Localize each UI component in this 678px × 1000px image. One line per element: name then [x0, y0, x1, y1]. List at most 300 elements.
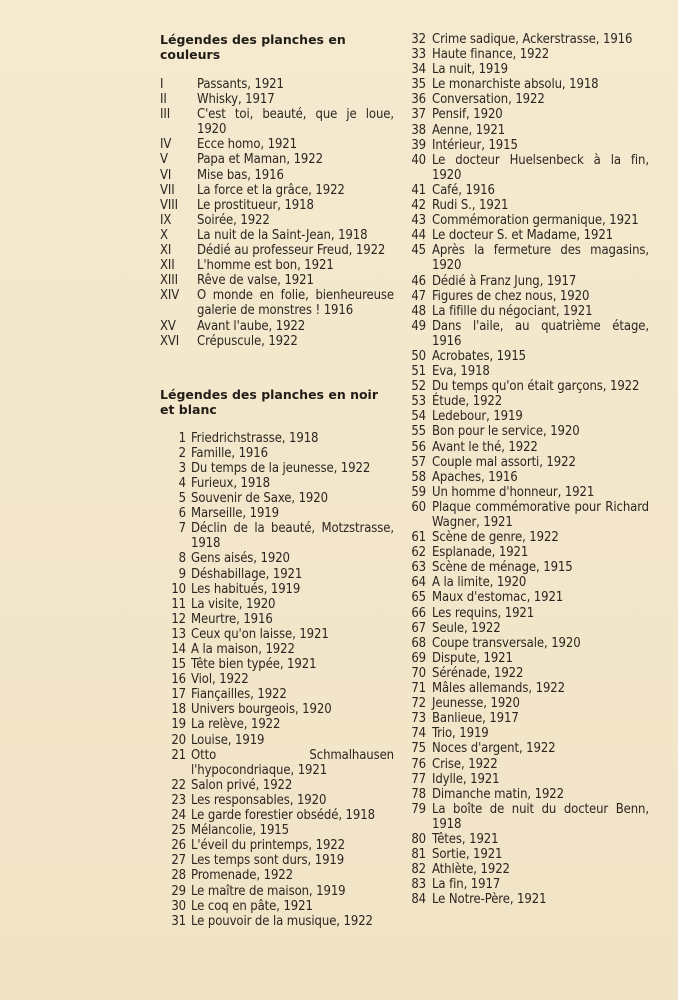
plate-caption: Rudi S., 1921 [432, 198, 509, 214]
plate-number: 6 [178, 506, 186, 522]
plate-entry [160, 778, 394, 793]
plate-entry [413, 787, 649, 802]
plate-entry [413, 409, 649, 424]
plate-entry [160, 627, 394, 642]
plate-entry [413, 138, 649, 153]
right-column [413, 32, 649, 907]
plate-entry [413, 92, 649, 107]
plate-caption: Louise, 1919 [191, 732, 265, 748]
plate-number: 15 [171, 657, 186, 673]
plate-caption: Noces d'argent, 1922 [432, 741, 556, 757]
plate-number: 29 [171, 883, 186, 899]
plate-caption: Le garde forestier obsédé, 1918 [191, 808, 375, 824]
plate-entry [413, 123, 649, 138]
plate-number: XVI [160, 333, 180, 349]
plate-number: 50 [411, 348, 426, 364]
plate-number: I [160, 77, 164, 92]
plate-caption: Dédié à Franz Jung, 1917 [432, 273, 577, 289]
plate-entry [160, 77, 394, 92]
plate-entry [160, 152, 394, 167]
plate-number: 56 [411, 439, 426, 455]
plate-entry [160, 733, 394, 748]
plate-caption: Dispute, 1921 [432, 650, 513, 666]
plate-entry [413, 621, 649, 636]
plate-caption: Acrobates, 1915 [432, 348, 527, 364]
plate-entry [413, 590, 649, 605]
plate-caption: Coupe transversale, 1920 [432, 635, 581, 651]
plate-caption: Mélancolie, 1915 [191, 823, 289, 839]
plate-number: 22 [171, 777, 186, 793]
plate-entry [413, 274, 649, 289]
plate-number: IV [160, 137, 172, 153]
plate-number: 79 [411, 801, 426, 817]
plate-caption: Crime sadique, Ackerstrasse, 1916 [432, 32, 633, 47]
plate-caption: Ecce homo, 1921 [197, 137, 297, 153]
plate-caption: Le coq en pâte, 1921 [191, 898, 313, 914]
plate-caption: Sortie, 1921 [432, 847, 503, 863]
plate-number: 52 [411, 379, 426, 395]
plate-caption: Marseille, 1919 [191, 506, 279, 522]
plate-entry [413, 455, 649, 470]
plate-caption: La nuit de la Saint-Jean, 1918 [197, 227, 368, 243]
plate-entry [160, 521, 394, 551]
plate-entry [160, 506, 394, 521]
plate-number: 84 [411, 892, 426, 908]
plate-caption: Dans l'aile, au quatrième étage, 1916 [432, 318, 649, 349]
plate-entry [413, 364, 649, 379]
plate-caption: Dédié au professeur Freud, 1922 [197, 243, 386, 259]
plate-number: 70 [411, 665, 426, 681]
plate-number: 9 [178, 566, 186, 582]
plate-caption: Ledebour, 1919 [432, 409, 523, 425]
plate-entry [413, 757, 649, 772]
plate-entry [160, 567, 394, 582]
plate-caption: Le maître de maison, 1919 [191, 883, 346, 899]
plate-number: 20 [171, 732, 186, 748]
plate-number: 5 [178, 491, 186, 507]
plate-number: 8 [178, 551, 186, 567]
plate-entry [413, 319, 649, 349]
plate-number: 10 [171, 581, 186, 597]
plate-number: 38 [411, 122, 426, 138]
plate-entry [160, 476, 394, 491]
plate-entry [160, 884, 394, 899]
plate-caption: Trio, 1919 [432, 726, 489, 742]
plate-number: 34 [411, 62, 426, 78]
plate-number: 76 [411, 756, 426, 772]
plate-caption: Aenne, 1921 [432, 122, 506, 138]
plate-caption: Un homme d'honneur, 1921 [432, 484, 595, 500]
plate-caption: Eva, 1918 [432, 364, 490, 380]
plate-number: 16 [171, 672, 186, 688]
plate-caption: La visite, 1920 [191, 596, 276, 612]
plate-number: 80 [411, 831, 426, 847]
plate-caption: C'est toi, beauté, que je loue, 1920 [197, 107, 394, 138]
plate-entry [160, 491, 394, 506]
plate-caption: Du temps de la jeunesse, 1922 [191, 460, 371, 476]
plate-caption: Crépuscule, 1922 [197, 333, 298, 349]
plate-number: 63 [411, 560, 426, 576]
plate-entry [160, 717, 394, 732]
plate-number: 32 [411, 32, 426, 47]
plate-entry [160, 243, 394, 258]
plate-entry [413, 726, 649, 741]
plate-caption: Jeunesse, 1920 [432, 696, 520, 712]
plate-number: 44 [411, 228, 426, 244]
plate-caption: Commémoration germanique, 1921 [432, 213, 639, 229]
plate-number: 36 [411, 92, 426, 108]
plate-caption: Passants, 1921 [197, 77, 284, 92]
plate-caption: A la limite, 1920 [432, 575, 527, 591]
plate-entry [160, 446, 394, 461]
plate-number: 12 [171, 611, 186, 627]
plate-number: IX [160, 212, 172, 228]
plate-caption: Bon pour le service, 1920 [432, 424, 580, 440]
plate-caption: Apaches, 1916 [432, 469, 518, 485]
plate-entry [160, 838, 394, 853]
plate-number: 1 [178, 430, 186, 446]
plate-number: 42 [411, 198, 426, 214]
plate-number: 73 [411, 711, 426, 727]
plate-entry [413, 470, 649, 485]
plate-caption: La nuit, 1919 [432, 62, 508, 78]
plate-number: 64 [411, 575, 426, 591]
plate-entry [413, 606, 649, 621]
plate-number: 40 [411, 152, 426, 168]
plate-number: 81 [411, 847, 426, 863]
plate-number: 33 [411, 47, 426, 63]
plate-number: 18 [171, 702, 186, 718]
plate-number: 54 [411, 409, 426, 425]
plate-entry [160, 92, 394, 107]
bw-plates-list-left [160, 431, 394, 929]
plate-entry [160, 823, 394, 838]
plate-entry [160, 657, 394, 672]
plate-entry [160, 273, 394, 288]
plate-number: XI [160, 243, 172, 259]
plate-caption: Whisky, 1917 [197, 92, 275, 108]
plate-entry [413, 394, 649, 409]
plate-caption: Mise bas, 1916 [197, 167, 284, 183]
plate-caption: Le monarchiste absolu, 1918 [432, 77, 599, 93]
plate-entry [160, 288, 394, 318]
plate-number: 11 [171, 596, 186, 612]
plate-number: 69 [411, 650, 426, 666]
plate-number: 78 [411, 786, 426, 802]
plate-caption: Les temps sont durs, 1919 [191, 853, 345, 869]
plate-number: 82 [411, 862, 426, 878]
plate-caption: Sérénade, 1922 [432, 665, 524, 681]
plate-caption: Conversation, 1922 [432, 92, 545, 108]
plate-number: XV [160, 318, 176, 334]
plate-caption: Soirée, 1922 [197, 212, 270, 228]
plate-number: II [160, 92, 167, 108]
plate-number: 28 [171, 868, 186, 884]
plate-caption: Le Notre-Père, 1921 [432, 892, 547, 908]
plate-number: 26 [171, 838, 186, 854]
plate-number: 2 [178, 445, 186, 461]
plate-caption: Tête bien typée, 1921 [191, 657, 317, 673]
plate-number: 65 [411, 590, 426, 606]
plate-entry [160, 899, 394, 914]
plate-number: 74 [411, 726, 426, 742]
plate-number: 61 [411, 530, 426, 546]
plate-entry [160, 853, 394, 868]
plate-number: 30 [171, 898, 186, 914]
plate-entry [413, 500, 649, 530]
plate-number: 66 [411, 605, 426, 621]
plate-caption: Papa et Maman, 1922 [197, 152, 323, 168]
plate-entry [160, 107, 394, 137]
plate-number: 46 [411, 273, 426, 289]
plate-caption: Les requins, 1921 [432, 605, 535, 621]
plate-number: 59 [411, 484, 426, 500]
color-plates-heading: Légendes des planches en couleurs [160, 32, 346, 62]
plate-caption: O monde en folie, bienheureuse galerie de monstres ! 1916 [197, 288, 394, 319]
plate-entry [413, 107, 649, 122]
plate-number: 24 [171, 808, 186, 824]
plate-number: 37 [411, 107, 426, 123]
plate-caption: Promenade, 1922 [191, 868, 293, 884]
plate-number: 55 [411, 424, 426, 440]
plate-entry [160, 582, 394, 597]
plate-entry [160, 868, 394, 883]
plate-entry [413, 802, 649, 832]
plate-caption: Déclin de la beauté, Motzstrasse, 1918 [191, 521, 394, 552]
plate-entry [160, 228, 394, 243]
plate-entry [160, 551, 394, 566]
bw-plates-list-right [413, 32, 649, 907]
plate-caption: Après la fermeture des magasins, 1920 [432, 243, 649, 274]
plate-entry [413, 32, 649, 47]
plate-number: 39 [411, 137, 426, 153]
plate-caption: Déshabillage, 1921 [191, 566, 303, 582]
plate-entry [160, 672, 394, 687]
plate-caption: L'éveil du printemps, 1922 [191, 838, 345, 854]
plate-entry [413, 651, 649, 666]
plate-entry [413, 485, 649, 500]
plate-caption: Salon privé, 1922 [191, 777, 293, 793]
plate-entry [413, 304, 649, 319]
plate-entry [160, 612, 394, 627]
plate-number: 17 [171, 687, 186, 703]
plate-caption: Le docteur Huelsenbeck à la fin, 1920 [432, 152, 649, 183]
plate-entry [160, 748, 394, 778]
plate-caption: A la maison, 1922 [191, 642, 295, 657]
plate-caption: Idylle, 1921 [432, 771, 500, 787]
plate-caption: Têtes, 1921 [432, 831, 499, 847]
plate-entry [413, 289, 649, 304]
plate-entry [160, 334, 394, 349]
plate-caption: Gens aisés, 1920 [191, 551, 290, 567]
plate-entry [413, 47, 649, 62]
plate-caption: Fiançailles, 1922 [191, 687, 287, 703]
plate-caption: Furieux, 1918 [191, 475, 270, 491]
plate-caption: Maux d'estomac, 1921 [432, 590, 564, 606]
plate-number: 19 [171, 717, 186, 733]
plate-caption: Intérieur, 1915 [432, 137, 518, 153]
plate-number: 41 [411, 182, 426, 198]
plate-entry [160, 258, 394, 273]
plate-entry [413, 213, 649, 228]
plate-entry [413, 379, 649, 394]
plate-caption: Figures de chez nous, 1920 [432, 288, 590, 304]
plate-entry [413, 892, 649, 907]
plate-entry [413, 711, 649, 726]
plate-entry [160, 687, 394, 702]
plate-caption: Dimanche matin, 1922 [432, 786, 564, 802]
plate-number: 4 [178, 475, 186, 491]
plate-entry [413, 153, 649, 183]
plate-caption: Meurtre, 1916 [191, 611, 273, 627]
plate-caption: Du temps qu'on était garçons, 1922 [432, 379, 640, 395]
plate-caption: Otto Schmalhausen l'hypocondriaque, 1921 [191, 747, 394, 778]
plate-caption: Plaque commémorative pour Richard Wagner, 1921 [432, 499, 649, 530]
plate-entry [413, 862, 649, 877]
plate-number: 25 [171, 823, 186, 839]
plate-caption: Souvenir de Saxe, 1920 [191, 491, 328, 507]
plate-entry [160, 642, 394, 657]
plate-number: 60 [411, 499, 426, 515]
plate-caption: La force et la grâce, 1922 [197, 182, 345, 198]
plate-entry [160, 808, 394, 823]
plate-caption: Les responsables, 1920 [191, 792, 327, 808]
plate-entry [160, 702, 394, 717]
plate-number: VI [160, 167, 172, 183]
plate-number: 58 [411, 469, 426, 485]
plate-entry [160, 431, 394, 446]
plate-entry [413, 198, 649, 213]
plate-caption: Friedrichstrasse, 1918 [191, 430, 319, 446]
plate-entry [413, 877, 649, 892]
plate-entry [160, 793, 394, 808]
plate-number: 27 [171, 853, 186, 869]
plate-number: 35 [411, 77, 426, 93]
plate-entry [413, 681, 649, 696]
plate-caption: Univers bourgeois, 1920 [191, 702, 332, 718]
plate-entry [160, 319, 394, 334]
plate-number: 62 [411, 545, 426, 561]
plate-number: 43 [411, 213, 426, 229]
plate-number: 47 [411, 288, 426, 304]
plate-number: 3 [178, 460, 186, 476]
plate-caption: Famille, 1916 [191, 445, 268, 461]
plate-caption: Scène de ménage, 1915 [432, 560, 573, 576]
color-plates-list [160, 77, 394, 349]
plate-caption: Le docteur S. et Madame, 1921 [432, 228, 613, 244]
plate-caption: Mâles allemands, 1922 [432, 681, 565, 697]
plate-caption: Banlieue, 1917 [432, 711, 519, 727]
plate-entry [160, 198, 394, 213]
plate-caption: Couple mal assorti, 1922 [432, 454, 576, 470]
plate-number: V [160, 152, 168, 168]
plate-entry [160, 461, 394, 476]
plate-number: 77 [411, 771, 426, 787]
plate-caption: Étude, 1922 [432, 394, 503, 410]
bw-plates-heading: Légendes des planches en noir et blanc [160, 386, 379, 417]
plate-number: 51 [411, 364, 426, 380]
plate-caption: Athlète, 1922 [432, 862, 510, 878]
plate-number: 57 [411, 454, 426, 470]
plate-caption: Esplanade, 1921 [432, 545, 529, 561]
plate-entry [160, 137, 394, 152]
plate-number: XIV [160, 288, 180, 304]
plate-entry [160, 168, 394, 183]
plate-caption: Avant l'aube, 1922 [197, 318, 306, 334]
plate-entry [413, 440, 649, 455]
plate-caption: La fin, 1917 [432, 877, 501, 893]
plate-number: 48 [411, 303, 426, 319]
plate-entry [160, 597, 394, 612]
plate-caption: Ceux qu'on laisse, 1921 [191, 626, 329, 642]
plate-number: XII [160, 258, 175, 274]
plate-entry [413, 832, 649, 847]
plate-entry [413, 847, 649, 862]
left-column [160, 32, 394, 929]
plate-entry [413, 636, 649, 651]
plate-caption: Scène de genre, 1922 [432, 530, 559, 546]
plate-number: 83 [411, 877, 426, 893]
plate-entry [413, 530, 649, 545]
plate-caption: Crise, 1922 [432, 756, 498, 772]
plate-entry [413, 560, 649, 575]
plate-number: 45 [411, 243, 426, 259]
plate-number: X [160, 227, 168, 243]
plate-number: 75 [411, 741, 426, 757]
plate-entry [160, 914, 394, 929]
plate-caption: Café, 1916 [432, 182, 495, 198]
plate-caption: Avant le thé, 1922 [432, 439, 538, 455]
plate-number: 72 [411, 696, 426, 712]
plate-number: III [160, 107, 171, 123]
plate-caption: La relève, 1922 [191, 717, 281, 733]
plate-number: 67 [411, 620, 426, 636]
plate-number: 49 [411, 318, 426, 334]
plate-caption: Rêve de valse, 1921 [197, 273, 314, 289]
plate-caption: La fifille du négociant, 1921 [432, 303, 593, 319]
plate-entry [413, 772, 649, 787]
plate-entry [160, 183, 394, 198]
plate-number: 68 [411, 635, 426, 651]
plate-caption: Haute finance, 1922 [432, 47, 550, 63]
plate-caption: Pensif, 1920 [432, 107, 503, 123]
plate-number: 13 [171, 626, 186, 642]
plate-entry [413, 349, 649, 364]
plate-caption: Viol, 1922 [191, 672, 249, 688]
plate-entry [413, 741, 649, 756]
plate-number: 7 [178, 521, 186, 537]
plate-caption: Seule, 1922 [432, 620, 501, 636]
plate-number: 14 [171, 642, 186, 657]
plate-number: VIII [160, 197, 178, 213]
plate-caption: Le prostitueur, 1918 [197, 197, 314, 213]
plate-entry [413, 545, 649, 560]
plate-entry [413, 228, 649, 243]
plate-caption: L'homme est bon, 1921 [197, 258, 334, 274]
plate-entry [413, 575, 649, 590]
plate-number: 23 [171, 792, 186, 808]
plate-entry [413, 666, 649, 681]
plate-entry [413, 243, 649, 273]
plate-number: 53 [411, 394, 426, 410]
plate-number: XIII [160, 273, 178, 289]
plate-caption: Les habitués, 1919 [191, 581, 301, 597]
plate-entry [413, 77, 649, 92]
plate-number: 21 [171, 747, 186, 763]
plate-number: 71 [411, 681, 426, 697]
plate-entry [413, 424, 649, 439]
plate-entry [413, 62, 649, 77]
